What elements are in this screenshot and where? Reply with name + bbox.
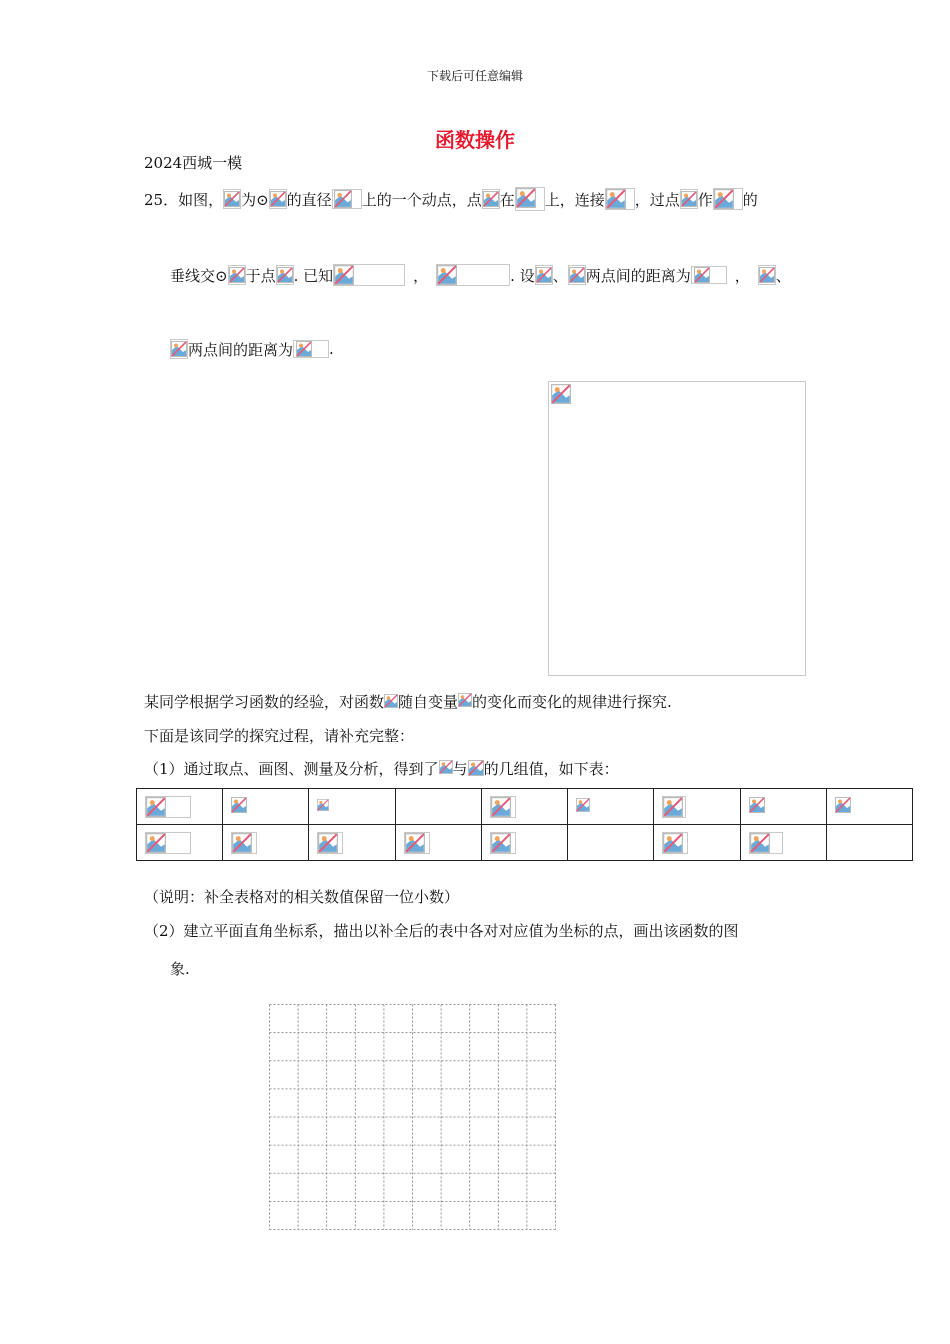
table-cell xyxy=(309,789,395,825)
text: 上，连接 xyxy=(544,190,605,209)
text: （1）通过取点、画图、测量及分析，得到了 xyxy=(144,759,439,778)
table-cell xyxy=(223,789,309,825)
table-cell xyxy=(568,789,654,825)
broken-image-icon xyxy=(332,189,362,209)
text: 的几组值，如下表： xyxy=(483,759,619,778)
broken-image-icon xyxy=(490,832,516,854)
text: 作 xyxy=(697,190,713,209)
table-cell xyxy=(740,789,826,825)
broken-image-icon xyxy=(749,795,765,815)
table-row xyxy=(137,825,913,861)
broken-image-icon xyxy=(662,796,686,818)
broken-image-icon xyxy=(713,188,743,210)
part2-text-line-2: 象. xyxy=(170,960,190,978)
broken-image-icon xyxy=(231,795,247,815)
broken-image-icon xyxy=(276,265,294,285)
text: 两点间的距离为 xyxy=(188,340,294,359)
blank-grid xyxy=(269,1004,557,1231)
page-title: 函数操作 xyxy=(435,128,515,152)
table-cell xyxy=(740,825,826,861)
text: . 设 xyxy=(510,266,535,285)
table-cell xyxy=(654,789,740,825)
table-cell xyxy=(223,825,309,861)
broken-image-icon xyxy=(231,832,257,854)
text: 与 xyxy=(452,759,468,778)
broken-image-icon xyxy=(551,384,571,408)
broken-image-icon xyxy=(317,832,343,854)
table-row xyxy=(137,789,913,825)
broken-image-icon xyxy=(691,266,727,284)
broken-image-icon xyxy=(458,692,472,710)
broken-image-icon xyxy=(758,265,776,285)
figure-image xyxy=(548,381,806,676)
broken-image-icon xyxy=(515,187,545,211)
text: 于点 xyxy=(245,266,276,285)
note-text: （说明：补全表格对的相关数值保留一位小数） xyxy=(144,888,460,906)
text: 、 xyxy=(552,266,568,285)
problem-line-2 xyxy=(170,262,791,288)
table-cell xyxy=(654,825,740,861)
text: 上的一个动点，点 xyxy=(361,190,482,209)
broken-image-icon xyxy=(490,796,516,818)
text: . 已知 xyxy=(293,266,334,285)
text: 的变化而变化的规律进行探究. xyxy=(472,692,672,711)
broken-image-icon xyxy=(317,795,329,815)
broken-image-icon xyxy=(293,340,329,358)
text: 的直径 xyxy=(286,190,332,209)
text: 的 xyxy=(742,190,758,209)
broken-image-icon xyxy=(662,832,688,854)
broken-image-icon xyxy=(223,189,241,209)
broken-image-icon xyxy=(749,832,783,854)
intro-line-2: 下面是该同学的探究过程，请补充完整： xyxy=(144,727,415,745)
broken-image-icon xyxy=(384,692,398,710)
table-cell xyxy=(481,825,567,861)
text: ，过点 xyxy=(634,190,680,209)
text: ， xyxy=(734,266,750,285)
broken-image-icon xyxy=(404,832,430,854)
table-cell xyxy=(309,825,395,861)
broken-image-icon xyxy=(468,759,484,777)
text: 两点间的距离为 xyxy=(585,266,691,285)
text: . xyxy=(329,340,334,358)
broken-image-icon xyxy=(482,189,500,209)
table-cell xyxy=(481,789,567,825)
broken-image-icon xyxy=(269,189,287,209)
text: ， xyxy=(413,266,429,285)
table-cell xyxy=(137,825,223,861)
table-cell xyxy=(137,789,223,825)
broken-image-icon xyxy=(680,189,698,209)
broken-image-icon xyxy=(145,796,191,818)
broken-image-icon xyxy=(568,265,586,285)
intro-line-1 xyxy=(144,689,672,713)
broken-image-icon xyxy=(535,265,553,285)
broken-image-icon xyxy=(228,265,246,285)
table-cell xyxy=(826,825,912,861)
broken-image-icon xyxy=(439,759,453,777)
download-note: 下载后可任意编辑 xyxy=(426,69,523,83)
text: 垂线交⊙ xyxy=(170,266,228,285)
broken-image-icon xyxy=(576,795,590,815)
text: 25．如图， xyxy=(144,190,224,209)
part2-text-line-1: （2）建立平面直角坐标系，描出以补全后的表中各对对应值为坐标的点，画出该函数的图 xyxy=(144,922,739,940)
table-cell xyxy=(395,825,481,861)
problem-line-1 xyxy=(144,186,758,212)
table-cell xyxy=(568,825,654,861)
text: 随自变量 xyxy=(398,692,459,711)
intro-line-3 xyxy=(144,756,619,780)
value-table xyxy=(136,788,913,860)
source-label: 2024西城一模 xyxy=(144,154,243,172)
text: 在 xyxy=(499,190,515,209)
broken-image-icon xyxy=(333,264,405,286)
text: 某同学根据学习函数的经验，对函数 xyxy=(144,692,385,711)
broken-image-icon xyxy=(145,832,191,854)
broken-image-icon xyxy=(436,264,510,286)
broken-image-icon xyxy=(170,339,188,359)
text: 、 xyxy=(775,266,791,285)
table-cell xyxy=(395,789,481,825)
broken-image-icon xyxy=(835,795,851,815)
broken-image-icon xyxy=(605,188,635,210)
problem-line-3 xyxy=(170,336,334,362)
table-cell xyxy=(826,789,912,825)
text: 为⊙ xyxy=(241,190,269,209)
